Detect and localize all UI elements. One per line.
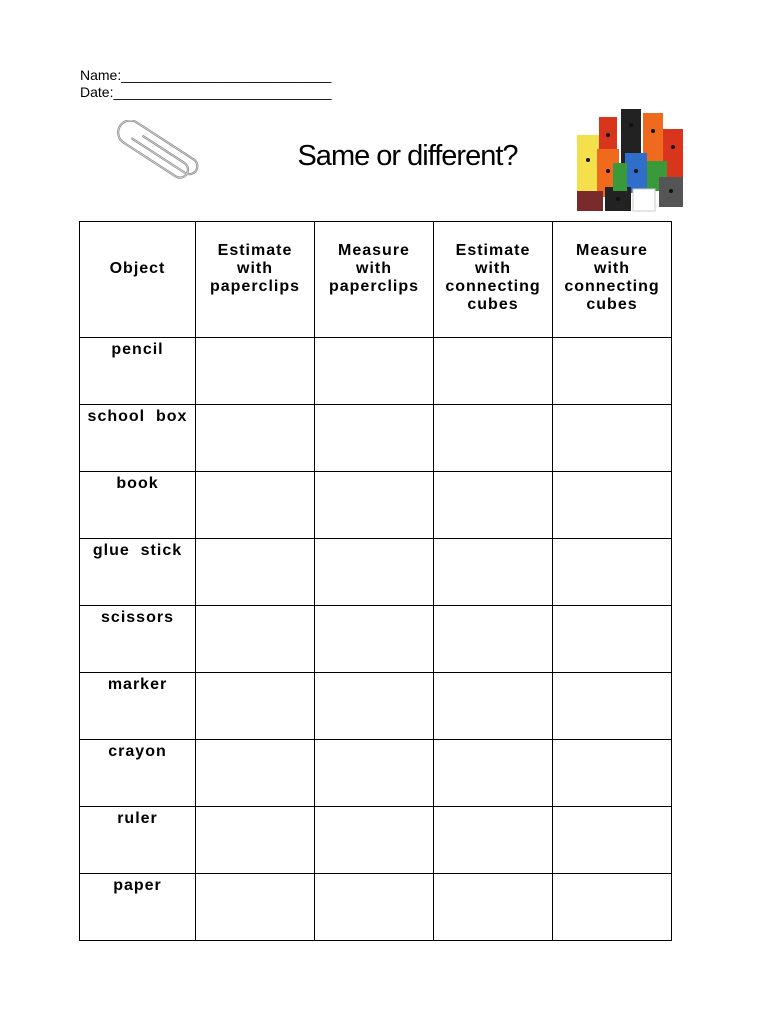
answer-cell[interactable] <box>553 874 672 941</box>
header-fields <box>80 67 331 101</box>
answer-cell[interactable] <box>553 606 672 673</box>
table-row <box>80 874 672 941</box>
answer-cell[interactable] <box>196 874 315 941</box>
answer-cell[interactable] <box>553 338 672 405</box>
answer-cell[interactable] <box>434 874 553 941</box>
answer-cell[interactable] <box>196 539 315 606</box>
column-header-2: Measure with paperclips <box>315 222 434 338</box>
answer-cell[interactable] <box>434 405 553 472</box>
date-field-label: Date:____________________________ <box>80 84 332 100</box>
object-label: scissors <box>80 606 196 673</box>
answer-cell[interactable] <box>196 740 315 807</box>
answer-cell[interactable] <box>196 338 315 405</box>
object-label: book <box>80 472 196 539</box>
table-body <box>80 338 672 941</box>
table-row <box>80 673 672 740</box>
answer-cell[interactable] <box>434 539 553 606</box>
object-label: pencil <box>80 338 196 405</box>
answer-cell[interactable] <box>196 405 315 472</box>
answer-cell[interactable] <box>315 539 434 606</box>
object-label: school box <box>80 405 196 472</box>
answer-cell[interactable] <box>196 807 315 874</box>
answer-cell[interactable] <box>553 807 672 874</box>
answer-cell[interactable] <box>315 874 434 941</box>
answer-cell[interactable] <box>553 472 672 539</box>
column-header-1: Estimate with paperclips <box>196 222 315 338</box>
answer-cell[interactable] <box>315 673 434 740</box>
answer-cell[interactable] <box>315 405 434 472</box>
answer-cell[interactable] <box>315 338 434 405</box>
table-header-row <box>80 222 672 338</box>
answer-cell[interactable] <box>315 606 434 673</box>
answer-cell[interactable] <box>196 673 315 740</box>
answer-cell[interactable] <box>553 405 672 472</box>
answer-cell[interactable] <box>434 338 553 405</box>
answer-cell[interactable] <box>434 807 553 874</box>
column-header-3: Estimate with connecting cubes <box>434 222 553 338</box>
connecting-cubes-icon <box>575 105 695 217</box>
answer-cell[interactable] <box>196 472 315 539</box>
answer-cell[interactable] <box>434 673 553 740</box>
object-label: ruler <box>80 807 196 874</box>
page-title: Same or different? <box>297 140 518 172</box>
answer-cell[interactable] <box>315 740 434 807</box>
answer-cell[interactable] <box>434 606 553 673</box>
column-header-4: Measure with connecting cubes <box>553 222 672 338</box>
table-row <box>80 606 672 673</box>
object-label: crayon <box>80 740 196 807</box>
answer-cell[interactable] <box>434 740 553 807</box>
object-label: marker <box>80 673 196 740</box>
table-row <box>80 405 672 472</box>
table-row <box>80 539 672 606</box>
table-row <box>80 472 672 539</box>
answer-cell[interactable] <box>553 673 672 740</box>
answer-cell[interactable] <box>196 606 315 673</box>
column-header-0: Object <box>80 222 196 338</box>
table-row <box>80 338 672 405</box>
answer-cell[interactable] <box>553 740 672 807</box>
table-row <box>80 807 672 874</box>
object-label: glue stick <box>80 539 196 606</box>
object-label: paper <box>80 874 196 941</box>
answer-cell[interactable] <box>315 472 434 539</box>
answer-cell[interactable] <box>315 807 434 874</box>
table-row <box>80 740 672 807</box>
measurement-table <box>79 221 672 941</box>
answer-cell[interactable] <box>553 539 672 606</box>
answer-cell[interactable] <box>434 472 553 539</box>
name-field-label: Name:___________________________ <box>80 67 332 83</box>
